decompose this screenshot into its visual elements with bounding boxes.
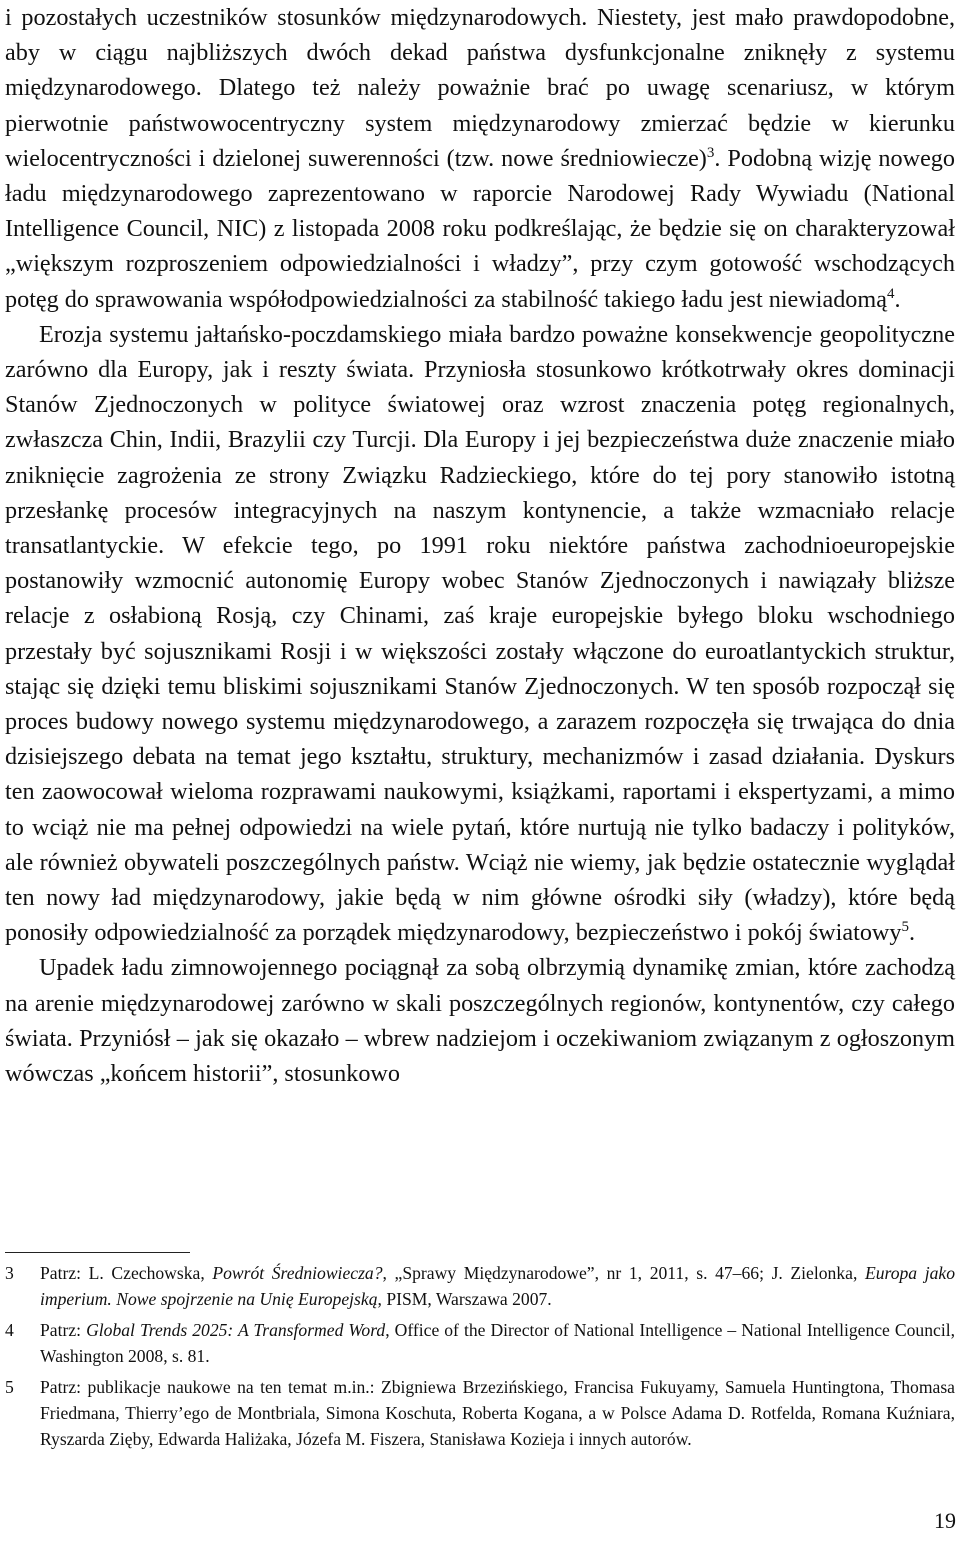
footnote-text: Patrz: publikacje naukowe na ten temat m.in.: Zbigniewa Brzezińskiego, Francisa Fukuyamy, Samuela Huntingtona, Thomasa Friedmana, Thierry’ego de Montbriala, Simona Koschuta, Roberta Kogana, a w Polsce Adama D. Rotfelda, Romana Kuźniara, Ryszarda Zięby, Edwarda Haliżaka, Józefa M. Fiszera, Stanisława Kozieja i innych autorów. xyxy=(40,1377,955,1449)
footnote-ref-5[interactable]: 5 xyxy=(901,919,909,936)
paragraph-2-text-b: . xyxy=(908,919,916,947)
footnote-text: , PISM, Warszawa 2007. xyxy=(377,1288,552,1309)
paragraph-1-text-b: . Podobną wizję nowego ładu międzynarodowego zaprezentowano w raporcie Narodowej Rady Wywiadu (National Intelligence Council, NIC) z listopada 2008 roku podkreślając, że będzie się on charakteryzował „większym rozproszeniem odpowiedzialności i władzy”, przy czym gotowość wschodzących potęg do sprawowania współodpowiedzialności za stabilność takiego ładu jest niewiadomą xyxy=(5,144,955,313)
paragraph-1-text-a: i pozostałych uczestników stosunków międzynarodowych. Niestety, jest mało prawdopodobne, aby w ciągu najbliższych dwóch dekad państwa dysfunkcjonalne zniknęły z systemu międzynarodowego. Dlatego też należy poważnie brać po uwagę scenariusz, w którym pierwotnie państwowocentryczny system międzynarodowy zmierzać będzie w kierunku wielocentryczności i dzielonej suwerenności (tzw. nowe średniowiecze) xyxy=(5,4,955,172)
footnote-ref-3[interactable]: 3 xyxy=(706,144,715,161)
footnote-text: Patrz: L. Czechowska, xyxy=(40,1263,213,1283)
footnote-italic-title: Powrót Średniowiecza? xyxy=(212,1263,383,1283)
paragraph-2 xyxy=(5,317,955,951)
footnotes xyxy=(5,1261,955,1458)
footnote-separator xyxy=(5,1252,190,1253)
body-text xyxy=(5,0,955,1091)
page-number: 19 xyxy=(934,1508,956,1533)
paragraph-3-text: Upadek ładu zimnowojennego pociągnął za sobą olbrzymią dynamikę zmian, które zachodzą na arenie międzynarodowej zarówno w skali poszczególnych regionów, kontynentów, czy całego świata. Przyniósł – jak się okazało – wbrew nadziejom i oczekiwaniom związanym z ogłoszonym wówczas „końcem historii”, stosunkowo xyxy=(5,954,955,1088)
paragraph-1 xyxy=(5,0,955,317)
footnote-ref-4[interactable]: 4 xyxy=(886,285,895,302)
paragraph-3 xyxy=(5,950,955,1091)
footnote-text: Patrz: xyxy=(40,1320,87,1341)
footnote-italic-title: Europa jako imperium. Nowe spojrzenie na Unię Europejską xyxy=(40,1263,955,1309)
footnote-number: 4 xyxy=(5,1320,14,1341)
footnote-5 xyxy=(5,1375,955,1452)
paragraph-2-text-a: Erozja systemu jałtańsko-poczdamskiego miała bardzo poważne konsekwencje geopolityczne zarówno dla Europy, jak i reszty świata. Przyniosła stosunkowo krótkotrwały okres dominacji Stanów Zjednoczonych w polityce światowej oraz wzrost znaczenia potęg regionalnych, zwłaszcza Chin, Indii, Brazylii czy Turcji. Dla Europy i jej bezpieczeństwa duże znaczenie miało zniknięcie zagrożenia ze strony Związku Radzieckiego, które do tej pory stanowiło istotną przesłankę procesów integracyjnych na naszym kontynencie, a także wzmacniało relacje transatlantyckie. W efekcie tego, po 1991 roku niektóre państwa zachodnioeuropejskie postanowiły wzmocnić autonomię Europy wobec Stanów Zjednoczonych i nawiązały bliższe relacje z osłabioną Rosją, czy Chinami, zaś kraje europejskie byłego bloku wschodniego przestały być sojusznikami Rosji i w większości zostały włączone do euroatlantyckich struktur, stając się dzięki temu bliskimi sojusznikami Stanów Zjednoczonych. W ten sposób rozpoczął się proces budowy nowego systemu międzynarodowego, a zarazem rozpoczęła się trwająca do dnia dzisiejszego debata na temat jego kształtu, struktury, mechanizmów i zasad działania. Dyskurs ten zaowocował wieloma rozprawami naukowymi, książkami, raportami i ekspertyzami, a mimo to wciąż nie ma pełnej odpowiedzi na wiele pytań, które nurtują nie tylko badaczy i polityków, ale również obywateli poszczególnych państw. Wciąż nie wiemy, jak będzie ostatecznie wyglądał ten nowy ład międzynarodowy, jakie będą w nim główne ośrodki siły (władzy), które będą ponosiły odpowiedzialność za porządek międzynarodowy, bezpieczeństwo i pokój światowy xyxy=(5,320,955,947)
footnote-number: 3 xyxy=(5,1263,14,1283)
page-body xyxy=(5,0,955,1091)
footnote-3 xyxy=(5,1261,955,1312)
footnote-text: , Office of the Director of National Intelligence – National Intelligence Council, Washington 2008, s. 81. xyxy=(40,1320,955,1366)
footnote-italic-title: Global Trends 2025: A Transformed Word xyxy=(86,1320,386,1341)
footnote-text: , „Sprawy Międzynarodowe”, nr 1, 2011, s. 47–66; J. Zielonka, xyxy=(382,1263,865,1283)
footnote-number: 5 xyxy=(5,1377,14,1398)
paragraph-1-text-c: . xyxy=(894,285,901,313)
footnote-4 xyxy=(5,1318,955,1369)
